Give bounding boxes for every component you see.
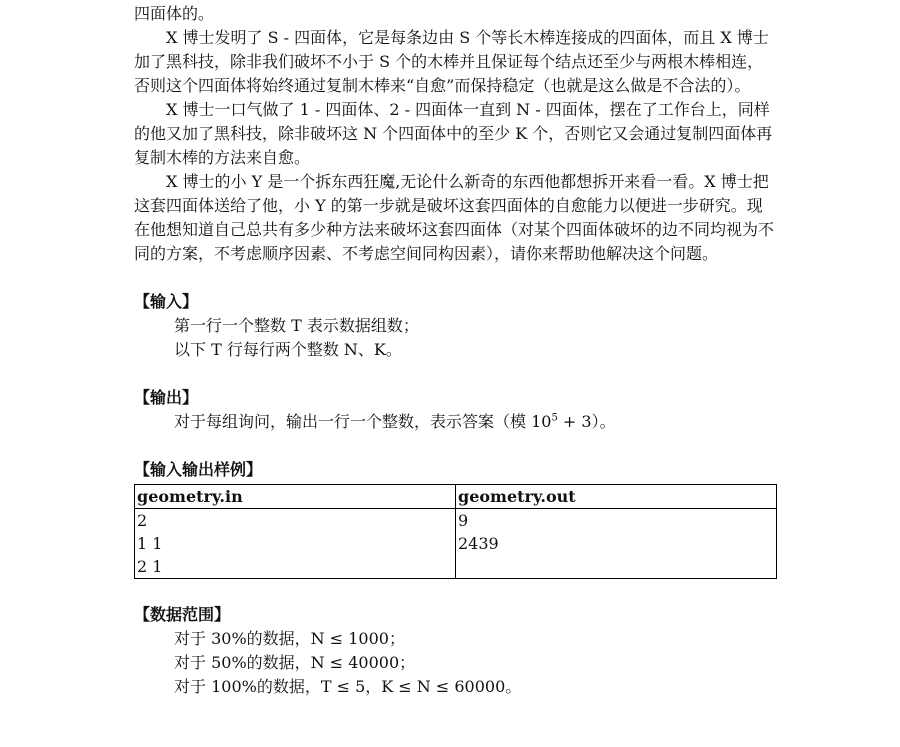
output-exponent: 5	[551, 412, 558, 424]
sample-out-2: 2439	[456, 532, 777, 555]
sample-table	[134, 484, 777, 579]
input-section	[134, 290, 774, 362]
sample-row-3	[135, 555, 777, 579]
paragraph-question: X 博士的小 Y 是一个拆东西狂魔,无论什么新奇的东西他都想拆开来看一看。X 博士把这套四面体送给了他，小 Y 的第一步就是破坏这套四面体的自愈能力以便进一步研究。现在他想知道自己总共有多少种方法来破坏这套四面体（对某个四面体破坏的边不同均视为不同的方案，不考虑顺序因素、不考虑空间同构因素），请你来帮助他解决这个问题。	[134, 172, 775, 263]
sample-in-3: 2 1	[135, 555, 456, 579]
range-line-3: 对于 100%的数据，T ≤ 5，K ≤ N ≤ 60000。	[174, 677, 522, 696]
sample-out-1: 9	[456, 509, 777, 533]
range-line-1: 对于 30%的数据，N ≤ 1000；	[174, 629, 405, 648]
sample-out-3	[456, 555, 777, 579]
input-title: 【输入】	[134, 292, 199, 311]
problem-document	[134, 0, 774, 699]
sample-in-2: 1 1	[135, 532, 456, 555]
paragraph-n-tetrahedra: X 博士一口气做了 1 - 四面体、2 - 四面体一直到 N - 四面体，摆在了工作台上，同样的他又加了黑科技，除非破坏这 N 个四面体中的至少 K 个，否则它又会通过复制四面体再复制木棒的方法来自愈。	[134, 100, 773, 167]
sample-section	[134, 458, 774, 579]
sample-header-out: geometry.out	[456, 485, 777, 509]
range-section	[134, 603, 774, 699]
sample-row-1	[135, 509, 777, 533]
sample-header-in: geometry.in	[135, 485, 456, 509]
output-line	[174, 410, 774, 434]
input-line-2: 以下 T 行每行两个整数 N、K。	[174, 340, 402, 359]
range-line-2: 对于 50%的数据，N ≤ 40000；	[174, 653, 416, 672]
output-title: 【输出】	[134, 388, 199, 407]
paragraph-intro-tail: 四面体的。	[134, 4, 215, 23]
output-text-after: + 3）。	[557, 412, 616, 431]
paragraph-s-tetrahedron: X 博士发明了 S - 四面体，它是每条边由 S 个等长木棒连接成的四面体，而且 X 博士加了黑科技，除非我们破坏不小于 S 个的木棒并且保证每个结点还至少与两根木棒相连，否则这个四面体将始终通过复制木棒来“自愈”而保持稳定（也就是这么做是不合法的）。	[134, 28, 769, 95]
sample-row-2	[135, 532, 777, 555]
output-section	[134, 386, 774, 434]
range-title: 【数据范围】	[134, 605, 231, 624]
sample-in-1: 2	[135, 509, 456, 533]
input-line-1: 第一行一个整数 T 表示数据组数；	[174, 316, 419, 335]
sample-title: 【输入输出样例】	[134, 460, 263, 479]
sample-header-row	[135, 485, 777, 509]
output-text-before: 对于每组询问，输出一行一个整数，表示答案（模 10	[174, 412, 552, 431]
